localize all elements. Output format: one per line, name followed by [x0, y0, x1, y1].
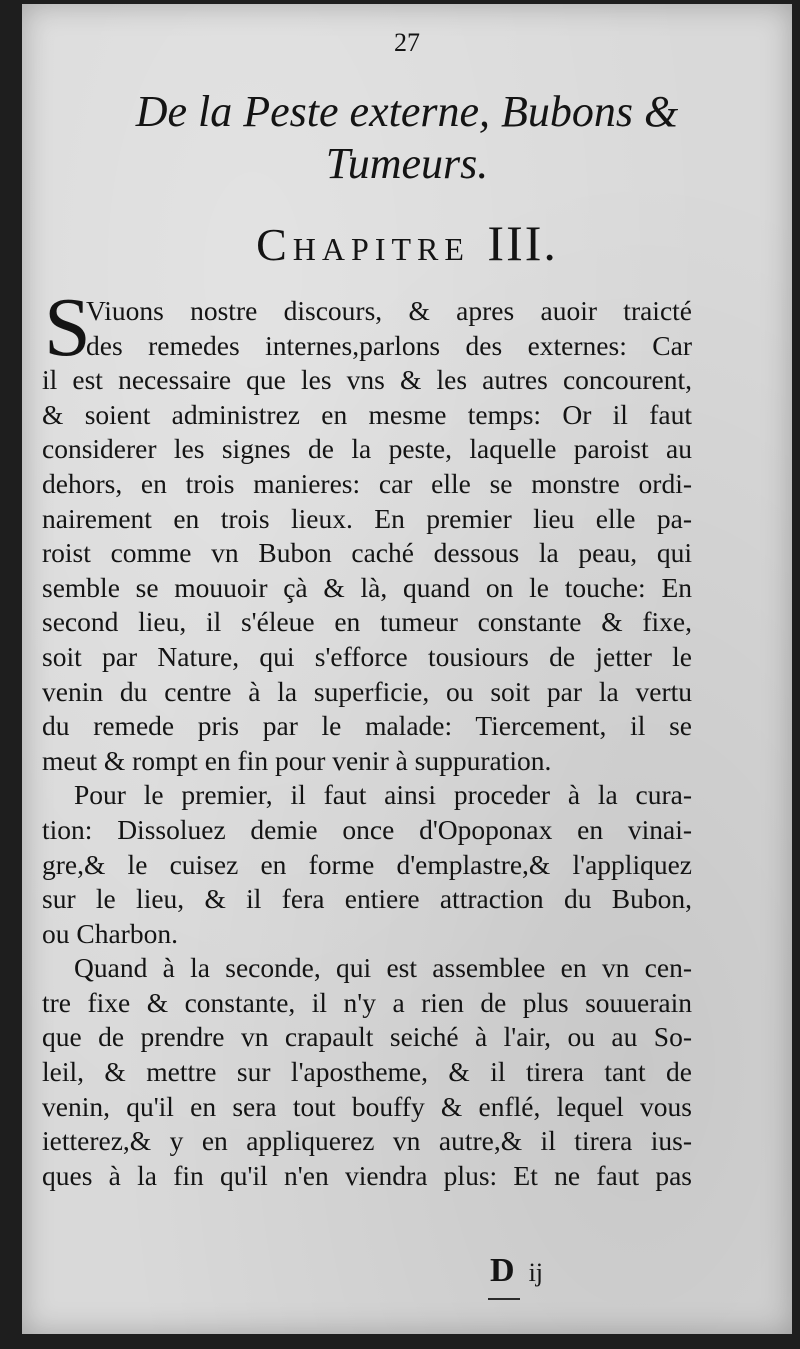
signature-underline: [488, 1298, 520, 1300]
text-line: venin du centre à la superficie, ou soit par la vertu: [42, 675, 692, 707]
text-line: ques à la fin qu'il n'en viendra plus: Et ne faut pas: [42, 1159, 692, 1191]
text-line: & soient administrez en mesme temps: Or il faut: [42, 398, 692, 430]
text-line: Quand à la seconde, qui est assemblee en vn cen-: [74, 952, 692, 984]
text-line: sur le lieu, & il fera entiere attraction du Bubon,: [42, 883, 692, 915]
text-line: Viuons nostre discours, & apres auoir traicté: [86, 295, 692, 326]
text-line: tion: Dissoluez demie once d'Opoponax en vinai-: [42, 813, 692, 845]
text-line: dehors, en trois manieres: car elle se monstre ordi-: [42, 467, 692, 499]
text-line: second lieu, il s'éleue en tumeur constante & fixe,: [42, 606, 692, 638]
text-line: nairement en trois lieux. En premier lieu elle pa-: [42, 502, 692, 534]
text-line: du remede pris par le malade: Tiercement, il se: [42, 710, 692, 742]
text-line: leil, & mettre sur l'apostheme, & il tirera tant de: [42, 1056, 692, 1088]
drop-cap: S: [44, 281, 91, 374]
text-line: gre,& le cuisez en forme d'emplastre,& l'appliquez: [42, 848, 692, 880]
text-line: considerer les signes de la peste, laquelle paroist au: [42, 433, 692, 465]
text-line: que de prendre vn crapault seiché à l'air, ou au So-: [42, 1021, 692, 1053]
book-page: [22, 4, 792, 1334]
text-line: soit par Nature, qui s'efforce tousiours de jetter le: [42, 640, 692, 672]
text-line: meut & rompt en fin pour venir à suppuration.: [42, 744, 552, 776]
text-line: ou Charbon.: [42, 917, 178, 949]
text-line: tre fixe & constante, il n'y a rien de plus souuerain: [42, 986, 692, 1018]
page-number: 27: [394, 28, 420, 57]
text-line: semble se mouuoir çà & là, quand on le touche: En: [42, 571, 692, 603]
title-line-1: De la Peste externe, Bubons &: [135, 87, 679, 136]
text-line: ietterez,& y en appliquerez vn autre,& il tirera ius-: [42, 1125, 692, 1157]
signature-mark: [490, 1252, 543, 1290]
text-line: roist comme vn Bubon caché dessous la peau, qui: [42, 537, 692, 569]
text-line: il est necessaire que les vns & les autres concourent,: [42, 364, 692, 396]
text-line: Pour le premier, il faut ainsi proceder à la cura-: [74, 779, 692, 811]
title-line-2: Tumeurs.: [325, 139, 489, 188]
text-line: des remedes internes,parlons des externes: Car: [86, 329, 692, 361]
chapter-word: Chapitre: [256, 219, 470, 270]
signature-sub: ij: [528, 1258, 544, 1287]
body-text: [42, 281, 692, 1193]
chapter-number: III.: [487, 215, 558, 271]
chapter-title: [22, 86, 792, 190]
text-line: venin, qu'il en sera tout bouffy & enflé, lequel vous: [42, 1090, 692, 1122]
signature-letter: D: [490, 1252, 515, 1289]
chapter-heading: [22, 214, 792, 272]
